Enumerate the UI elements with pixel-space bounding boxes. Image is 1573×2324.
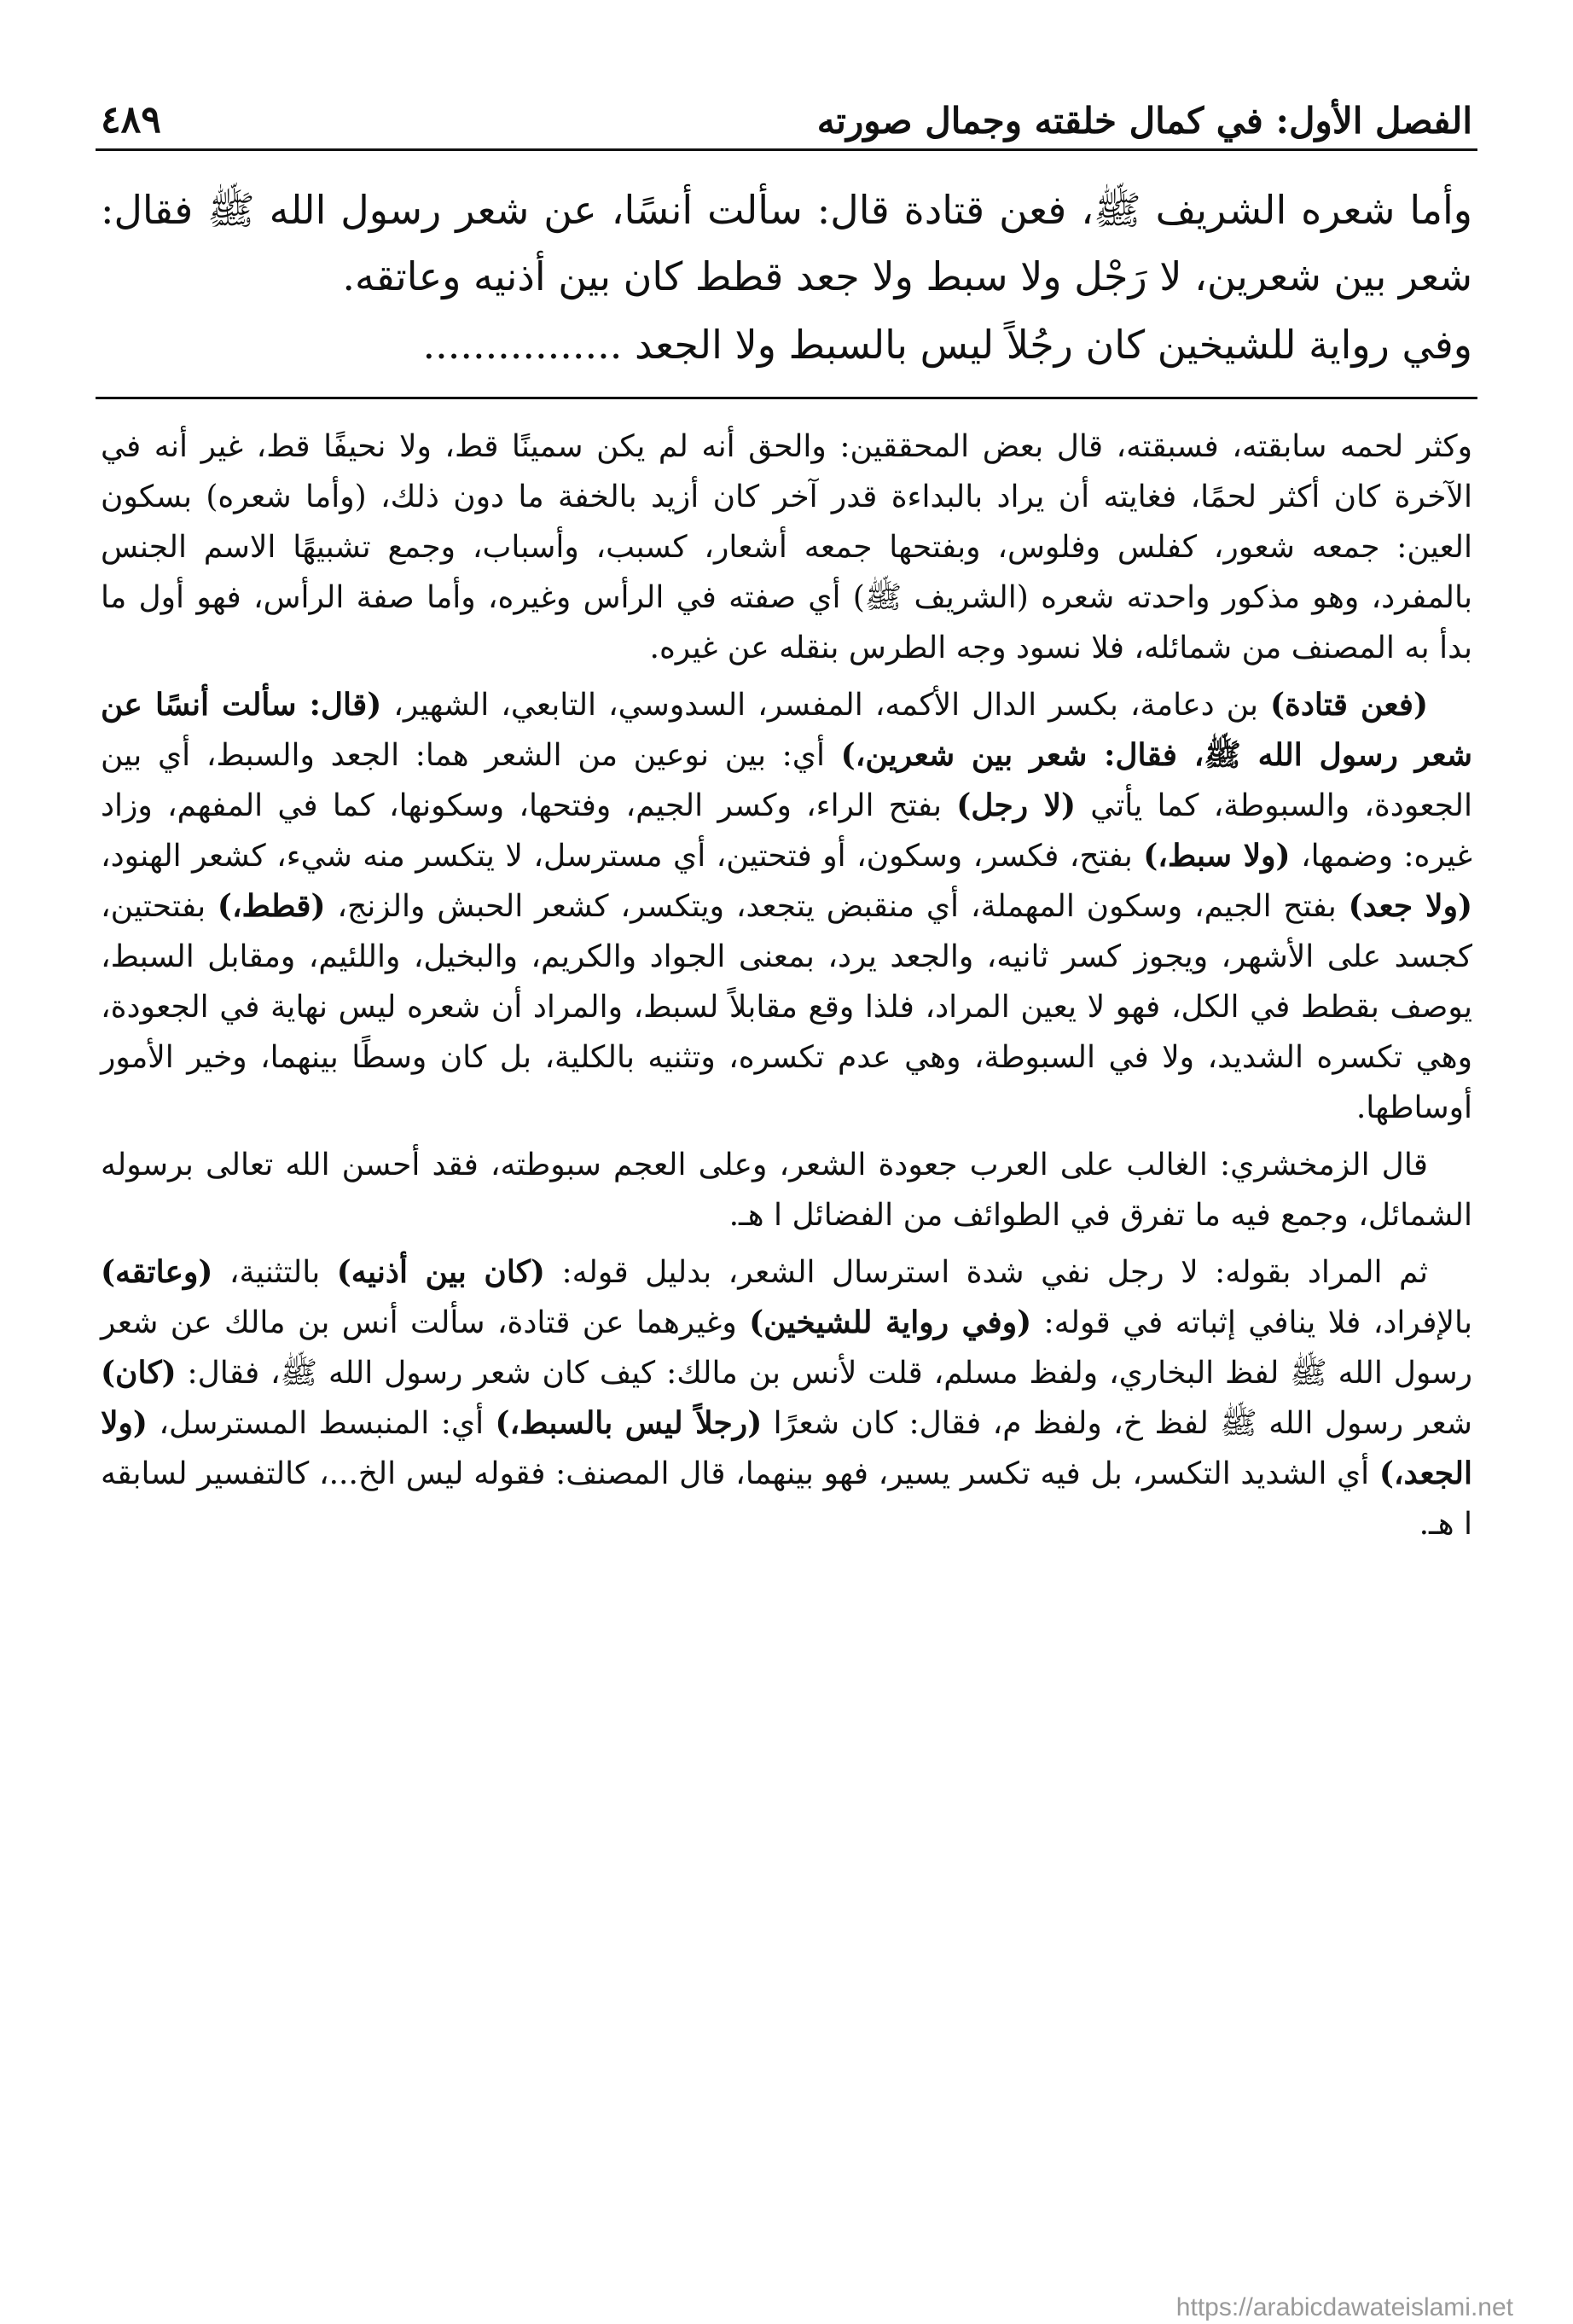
commentary-text: بالإفراد، فلا ينافي إثباته في قوله:: [1031, 1305, 1473, 1340]
running-header: [96, 81, 1477, 151]
quoted-term: (قطط،): [217, 888, 326, 924]
quoted-term: (لا رجل): [956, 787, 1077, 823]
commentary-paragraph-3: قال الزمخشري: الغالب على العرب جعودة الشعر، وعلى العجم سبوطته، فقد أحسن الله تعالى برسوله الشمائل، وجمع فيه ما تفرق في الطوائف من الفضائل ا هـ.: [101, 1147, 1472, 1233]
commentary-text: شعر رسول الله ﷺ لفظ خ، ولفظ م، فقال: كان شعرًا: [762, 1406, 1472, 1441]
page-number: ٤٨٩: [101, 98, 161, 142]
quoted-term: (رجلاً ليس بالسبط،): [495, 1405, 763, 1441]
commentary-text: أي الشديد التكسر، بل فيه تكسر يسير، فهو بينهما، قال المصنف: فقوله ليس الخ...، كالتفسير لسابقه ا هـ.: [101, 1456, 1472, 1542]
quoted-term: (ولا سبط،): [1143, 838, 1291, 874]
quoted-term: (وعاتقه): [101, 1254, 213, 1290]
quoted-term: (كان بين أذنيه): [336, 1254, 545, 1290]
quoted-term: (ولا الجعد،): [101, 1405, 1472, 1491]
chapter-title: الفصل الأول: في كمال خلقته وجمال صورته: [816, 100, 1472, 142]
source-watermark: https://arabicdawateislami.net: [1175, 2293, 1513, 2321]
quoted-term: (قال: سألت أنسًا عن شعر رسول الله ﷺ، فقال: شعر بين شعرين،): [101, 687, 1472, 773]
main-text-paragraph: وأما شعره الشريف ﷺ، فعن قتادة قال: سألت أنسًا، عن شعر رسول الله ﷺ فقال: شعر بين شعرين، لا رَجْل ولا سبط ولا جعد قطط كان بين أذنيه وعاتقه.: [101, 187, 1472, 299]
commentary-text: بالتثنية،: [212, 1255, 337, 1290]
book-page: [96, 81, 1477, 2265]
quoted-term: (فعن قتادة): [1269, 687, 1429, 723]
main-text: [96, 177, 1477, 378]
quoted-term: (ولا جعد): [1348, 888, 1472, 924]
commentary-paragraph-1: وكثر لحمه سابقته، فسبقته، قال بعض المحققين: والحق أنه لم يكن سمينًا قط، ولا نحيفًا قط، غير أنه في الآخرة كان أكثر لحمًا، فغايته أن يراد بالبداءة قدر آخر كان أزيد بالخفة ما دون ذلك، (وأما شعره) بسكون العين: جمعه شعور، كفلس وفلوس، وبفتحها جمعه أشعار، كسبب، وأسباب، وجمع تشبيهًا الاسم الجنس بالمفرد، وهو مذكور واحدته شعره (الشريف ﷺ) أي صفته في الرأس وغيره، وأما صفة الرأس، فهو أول ما بدأ به المصنف من شمائله، فلا نسود وجه الطرس بنقله عن غيره.: [101, 429, 1472, 665]
quoted-term: (وفي رواية للشيخين): [749, 1304, 1032, 1340]
commentary: [96, 421, 1477, 1549]
main-text-continuation: وفي رواية للشيخين كان رجُلاً ليس بالسبط ولا الجعد ................: [422, 322, 1472, 368]
commentary-text: بفتح، فكسر، وسكون، أو فتحتين، أي مسترسل، لا يتكسر منه شيء، كشعر الهنود،: [101, 839, 1144, 874]
commentary-paragraph-4: [101, 1247, 1472, 1549]
commentary-text: أي: المنبسط المسترسل،: [147, 1406, 496, 1441]
commentary-text: ثم المراد بقوله: لا رجل نفي شدة استرسال الشعر، بدليل قوله:: [544, 1255, 1428, 1290]
commentary-paragraph-2: [101, 680, 1472, 1133]
separator-line: [96, 397, 1477, 399]
commentary-text: وغيرهما عن قتادة، سألت أنس بن مالك عن شعر رسول الله ﷺ لفظ البخاري، ولفظ مسلم، قلت لأنس بن مالك: كيف كان شعر رسول الله ﷺ، فقال:: [101, 1305, 1472, 1391]
commentary-text: أي: بين نوعين من الشعر هما: الجعد والسبط، أي بين الجعودة، والسبوطة، كما يأتي: [101, 738, 1472, 823]
quoted-term: (كان): [101, 1355, 177, 1391]
commentary-text: بفتحتين، كجسد على الأشهر، ويجوز كسر ثانيه، والجعد يرد، بمعنى الجواد والكريم، والبخيل، واللئيم، ومقابل السبط، يوصف بقطط في الكل، فهو لا يعين المراد، فلذا وقع مقابلاً لسبط، والمراد أن شعره ليس نهاية في الجعودة، وهي تكسره الشديد، ولا في السبوطة، وهي عدم تكسره، وتثنيه بالكلية، بل كان وسطًا بينهما، وخير الأمور أوساطها.: [101, 889, 1472, 1125]
commentary-text: بفتح الجيم، وسكون المهملة، أي منقبض يتجعد، ويتكسر، كشعر الحبش والزنج،: [325, 889, 1349, 924]
commentary-text: بن دعامة، بكسر الدال الأكمه، المفسر، السدوسي، التابعي، الشهير،: [381, 688, 1270, 723]
commentary-text: بفتح الراء، وكسر الجيم، وفتحها، وسكونها، كما في المفهم، وزاد غيره: وضمها،: [101, 788, 1472, 874]
